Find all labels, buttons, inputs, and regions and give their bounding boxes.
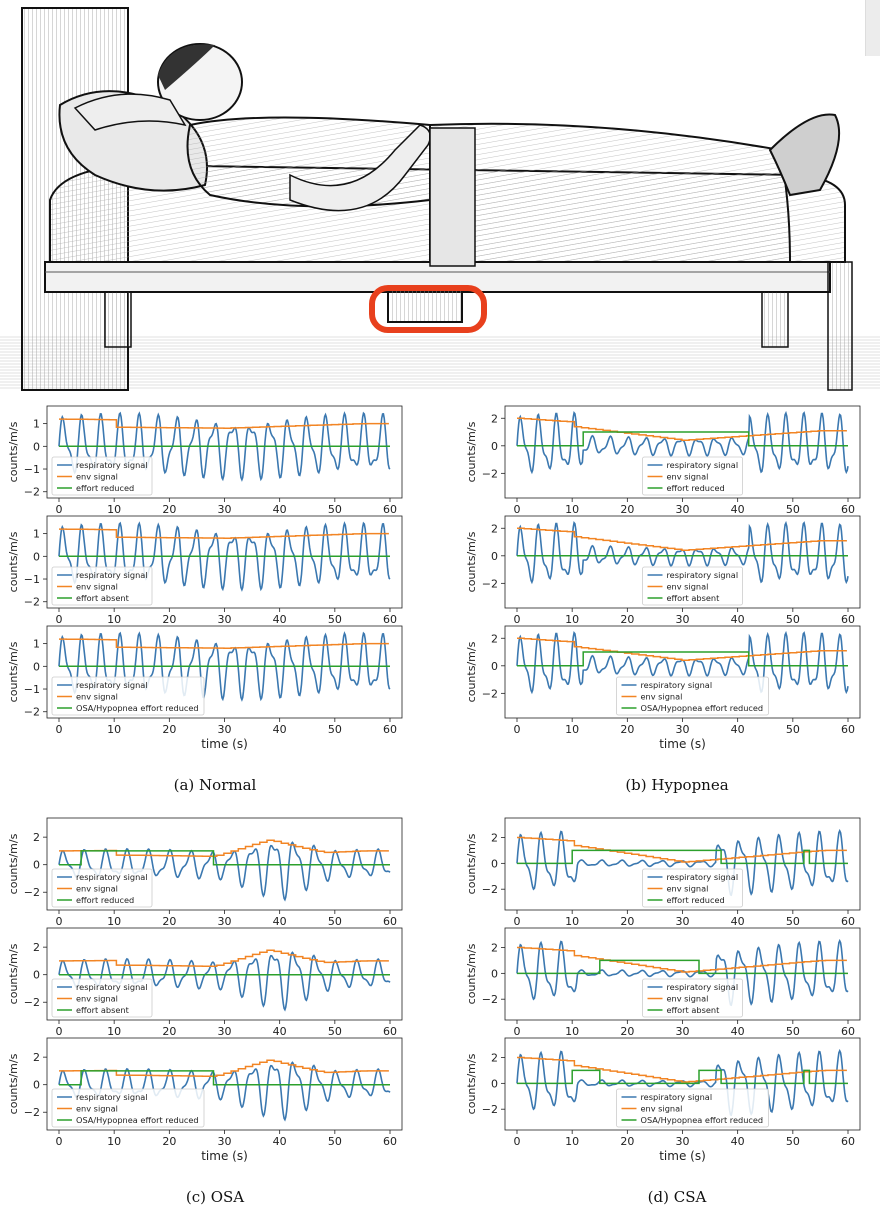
y-tick-label: 0 xyxy=(33,660,40,674)
x-tick-label: 30 xyxy=(675,613,690,626)
caption-csa: (d) CSA xyxy=(647,1188,707,1206)
panel-osa-3 xyxy=(7,1038,402,1163)
x-tick-label: 40 xyxy=(272,1135,287,1148)
y-axis-label: counts/m/s xyxy=(7,943,20,1005)
x-tick-label: 50 xyxy=(785,915,800,928)
y-axis-label: counts/m/s xyxy=(465,833,478,895)
y-tick-label: 0 xyxy=(491,659,498,673)
x-tick-label: 10 xyxy=(107,915,122,928)
x-tick-label: 20 xyxy=(620,613,635,626)
x-tick-label: 0 xyxy=(55,915,63,928)
legend-effort-label: effort reduced xyxy=(76,895,135,905)
y-tick-label: 0 xyxy=(33,550,40,564)
chart-group-hypopnea xyxy=(465,406,860,751)
y-tick-label: 2 xyxy=(491,412,498,426)
x-tick-label: 30 xyxy=(675,915,690,928)
x-tick-label: 30 xyxy=(675,503,690,516)
x-tick-label: 40 xyxy=(272,723,287,736)
legend-env-label: env signal xyxy=(76,993,118,1004)
x-tick-label: 60 xyxy=(841,503,855,516)
x-tick-label: 10 xyxy=(107,503,122,516)
x-tick-label: 60 xyxy=(383,1135,397,1148)
x-tick-label: 10 xyxy=(565,503,580,516)
legend-respiratory-label: respiratory signal xyxy=(76,680,148,690)
legend-env-label: env signal xyxy=(640,691,683,702)
x-tick-label: 20 xyxy=(162,915,177,928)
legend-effort-label: effort reduced xyxy=(666,895,725,905)
x-tick-label: 40 xyxy=(730,613,745,626)
panel-osa-2 xyxy=(7,928,402,1038)
y-axis-label: counts/m/s xyxy=(7,1053,20,1115)
x-tick-label: 50 xyxy=(785,503,800,516)
x-tick-label: 60 xyxy=(383,915,397,928)
y-tick-label: 0 xyxy=(33,440,40,454)
x-tick-label: 60 xyxy=(383,503,397,516)
x-tick-label: 20 xyxy=(162,723,177,736)
caption-osa: (c) OSA xyxy=(185,1188,245,1206)
x-tick-label: 0 xyxy=(513,503,521,516)
x-tick-label: 10 xyxy=(107,1135,122,1148)
y-axis-label: counts/m/s xyxy=(465,531,478,593)
x-tick-label: 30 xyxy=(217,915,232,928)
legend-effort-label: OSA/Hypopnea effort reduced xyxy=(640,1115,764,1125)
y-tick-label: 0 xyxy=(491,967,498,981)
panel-normal-1 xyxy=(7,406,402,516)
legend-effort-label: OSA/Hypopnea effort reduced xyxy=(640,703,764,713)
legend-respiratory-label: respiratory signal xyxy=(76,1092,148,1102)
x-tick-label: 30 xyxy=(217,503,232,516)
legend-respiratory-label: respiratory signal xyxy=(640,680,713,690)
y-tick-label: 0 xyxy=(33,858,40,872)
x-axis-label: time (s) xyxy=(201,1149,248,1163)
x-tick-label: 10 xyxy=(565,1135,580,1148)
y-tick-label: 2 xyxy=(491,941,498,955)
y-tick-label: −2 xyxy=(481,577,498,591)
caption-hypopnea: (b) Hypopnea xyxy=(625,776,729,794)
x-axis-label: time (s) xyxy=(201,737,248,751)
x-tick-label: 40 xyxy=(730,1025,745,1038)
y-tick-label: 2 xyxy=(33,941,40,955)
x-tick-label: 30 xyxy=(675,723,690,736)
x-tick-label: 50 xyxy=(785,613,800,626)
y-tick-label: −2 xyxy=(23,1106,40,1120)
x-axis-label: time (s) xyxy=(659,1149,706,1163)
chart-group-osa xyxy=(7,818,402,1163)
x-tick-label: 30 xyxy=(217,1025,232,1038)
panel-hypopnea-3 xyxy=(465,626,860,751)
x-tick-label: 20 xyxy=(620,1135,635,1148)
y-tick-label: 2 xyxy=(491,632,498,646)
y-tick-label: −2 xyxy=(481,993,498,1007)
x-tick-label: 40 xyxy=(272,1025,287,1038)
panel-csa-2 xyxy=(465,928,860,1038)
y-tick-label: 0 xyxy=(491,439,498,453)
y-tick-label: 2 xyxy=(33,831,40,845)
y-tick-label: 1 xyxy=(33,417,40,431)
x-tick-label: 20 xyxy=(620,1025,635,1038)
legend-env-label: env signal xyxy=(76,1103,118,1114)
x-tick-label: 50 xyxy=(327,1135,342,1148)
x-tick-label: 60 xyxy=(841,1135,855,1148)
legend-respiratory-label: respiratory signal xyxy=(666,570,739,580)
y-tick-label: −2 xyxy=(481,467,498,481)
x-tick-label: 40 xyxy=(272,613,287,626)
x-tick-label: 30 xyxy=(217,613,232,626)
legend-effort-label: effort reduced xyxy=(76,483,135,493)
x-tick-label: 30 xyxy=(217,723,232,736)
legend-env-label: env signal xyxy=(76,691,118,702)
y-axis-label: counts/m/s xyxy=(465,1053,478,1115)
x-tick-label: 0 xyxy=(513,1025,521,1038)
x-tick-label: 40 xyxy=(730,723,745,736)
y-tick-label: 2 xyxy=(33,1051,40,1065)
y-tick-label: 0 xyxy=(491,857,498,871)
panel-normal-3 xyxy=(7,626,402,751)
y-tick-label: −2 xyxy=(481,883,498,897)
x-tick-label: 50 xyxy=(327,613,342,626)
x-tick-label: 40 xyxy=(730,915,745,928)
x-tick-label: 0 xyxy=(55,1135,63,1148)
y-axis-label: counts/m/s xyxy=(465,641,478,703)
legend-effort-label: effort absent xyxy=(76,593,129,603)
panel-osa-1 xyxy=(7,818,402,928)
legend-env-label: env signal xyxy=(666,993,709,1004)
legend-env-label: env signal xyxy=(640,1103,683,1114)
y-tick-label: 2 xyxy=(491,1051,498,1065)
y-tick-label: −1 xyxy=(23,573,40,587)
x-tick-label: 10 xyxy=(107,723,122,736)
x-tick-label: 20 xyxy=(620,503,635,516)
legend-respiratory-label: respiratory signal xyxy=(76,460,148,470)
y-axis-label: counts/m/s xyxy=(465,421,478,483)
x-tick-label: 10 xyxy=(565,613,580,626)
caption-normal: (a) Normal xyxy=(173,776,257,794)
legend-respiratory-label: respiratory signal xyxy=(640,1092,713,1102)
legend-env-label: env signal xyxy=(76,581,118,592)
panel-csa-1 xyxy=(465,818,860,928)
x-tick-label: 0 xyxy=(55,613,63,626)
x-tick-label: 0 xyxy=(513,915,521,928)
legend-respiratory-label: respiratory signal xyxy=(666,982,739,992)
y-tick-label: 0 xyxy=(491,1077,498,1091)
legend-effort-label: effort reduced xyxy=(666,483,725,493)
x-tick-label: 10 xyxy=(107,613,122,626)
y-tick-label: −1 xyxy=(23,463,40,477)
panel-hypopnea-2 xyxy=(465,516,860,626)
x-tick-label: 50 xyxy=(327,1025,342,1038)
x-tick-label: 20 xyxy=(162,1135,177,1148)
x-tick-label: 60 xyxy=(841,723,855,736)
x-tick-label: 20 xyxy=(620,915,635,928)
y-axis-label: counts/m/s xyxy=(7,641,20,703)
x-tick-label: 10 xyxy=(565,1025,580,1038)
legend-effort-label: effort absent xyxy=(666,593,720,603)
legend-respiratory-label: respiratory signal xyxy=(666,872,739,882)
x-tick-label: 60 xyxy=(383,613,397,626)
legend-env-label: env signal xyxy=(76,471,118,482)
x-tick-label: 60 xyxy=(841,915,855,928)
y-tick-label: 2 xyxy=(491,831,498,845)
x-tick-label: 20 xyxy=(162,613,177,626)
y-tick-label: −2 xyxy=(23,996,40,1010)
x-tick-label: 60 xyxy=(841,1025,855,1038)
y-axis-label: counts/m/s xyxy=(465,943,478,1005)
x-tick-label: 60 xyxy=(841,613,855,626)
legend-respiratory-label: respiratory signal xyxy=(76,982,148,992)
x-tick-label: 60 xyxy=(383,723,397,736)
y-tick-label: −1 xyxy=(23,683,40,697)
x-tick-label: 0 xyxy=(513,723,521,736)
x-tick-label: 50 xyxy=(785,1025,800,1038)
legend-respiratory-label: respiratory signal xyxy=(76,872,148,882)
x-tick-label: 50 xyxy=(327,915,342,928)
legend-effort-label: effort absent xyxy=(666,1005,720,1015)
x-tick-label: 0 xyxy=(55,723,63,736)
x-tick-label: 40 xyxy=(730,1135,745,1148)
legend-env-label: env signal xyxy=(666,471,709,482)
x-tick-label: 40 xyxy=(272,915,287,928)
y-tick-label: −2 xyxy=(23,485,40,499)
y-tick-label: 1 xyxy=(33,637,40,651)
legend-respiratory-label: respiratory signal xyxy=(76,570,148,580)
x-axis-label: time (s) xyxy=(659,737,706,751)
legend-env-label: env signal xyxy=(76,883,118,894)
x-tick-label: 30 xyxy=(217,1135,232,1148)
y-tick-label: 0 xyxy=(33,968,40,982)
x-tick-label: 20 xyxy=(162,503,177,516)
x-tick-label: 0 xyxy=(513,1135,521,1148)
y-axis-label: counts/m/s xyxy=(7,421,20,483)
x-tick-label: 20 xyxy=(620,723,635,736)
x-tick-label: 30 xyxy=(675,1135,690,1148)
x-tick-label: 0 xyxy=(55,503,63,516)
x-tick-label: 40 xyxy=(730,503,745,516)
y-tick-label: 0 xyxy=(491,549,498,563)
y-tick-label: 2 xyxy=(491,522,498,536)
legend-env-label: env signal xyxy=(666,883,709,894)
legend-effort-label: OSA/Hypopnea effort reduced xyxy=(76,1115,199,1125)
x-tick-label: 40 xyxy=(272,503,287,516)
x-tick-label: 10 xyxy=(565,723,580,736)
chart-group-csa xyxy=(465,818,860,1163)
panel-csa-3 xyxy=(465,1038,860,1163)
y-tick-label: −2 xyxy=(23,705,40,719)
x-tick-label: 50 xyxy=(785,1135,800,1148)
panel-normal-2 xyxy=(7,516,402,626)
x-tick-label: 30 xyxy=(675,1025,690,1038)
y-axis-label: counts/m/s xyxy=(7,833,20,895)
legend-effort-label: OSA/Hypopnea effort reduced xyxy=(76,703,199,713)
y-tick-label: −2 xyxy=(481,1103,498,1117)
y-tick-label: 0 xyxy=(33,1078,40,1092)
legend-respiratory-label: respiratory signal xyxy=(666,460,739,470)
y-tick-label: −2 xyxy=(23,595,40,609)
x-tick-label: 0 xyxy=(513,613,521,626)
x-tick-label: 50 xyxy=(327,723,342,736)
panel-hypopnea-1 xyxy=(465,406,860,516)
y-tick-label: 1 xyxy=(33,527,40,541)
x-tick-label: 20 xyxy=(162,1025,177,1038)
chart-group-normal xyxy=(7,406,402,751)
x-tick-label: 10 xyxy=(565,915,580,928)
y-axis-label: counts/m/s xyxy=(7,531,20,593)
y-tick-label: −2 xyxy=(481,687,498,701)
x-tick-label: 0 xyxy=(55,1025,63,1038)
x-tick-label: 50 xyxy=(327,503,342,516)
x-tick-label: 10 xyxy=(107,1025,122,1038)
x-tick-label: 60 xyxy=(383,1025,397,1038)
y-tick-label: −2 xyxy=(23,886,40,900)
legend-env-label: env signal xyxy=(666,581,709,592)
legend-effort-label: effort absent xyxy=(76,1005,129,1015)
x-tick-label: 50 xyxy=(785,723,800,736)
